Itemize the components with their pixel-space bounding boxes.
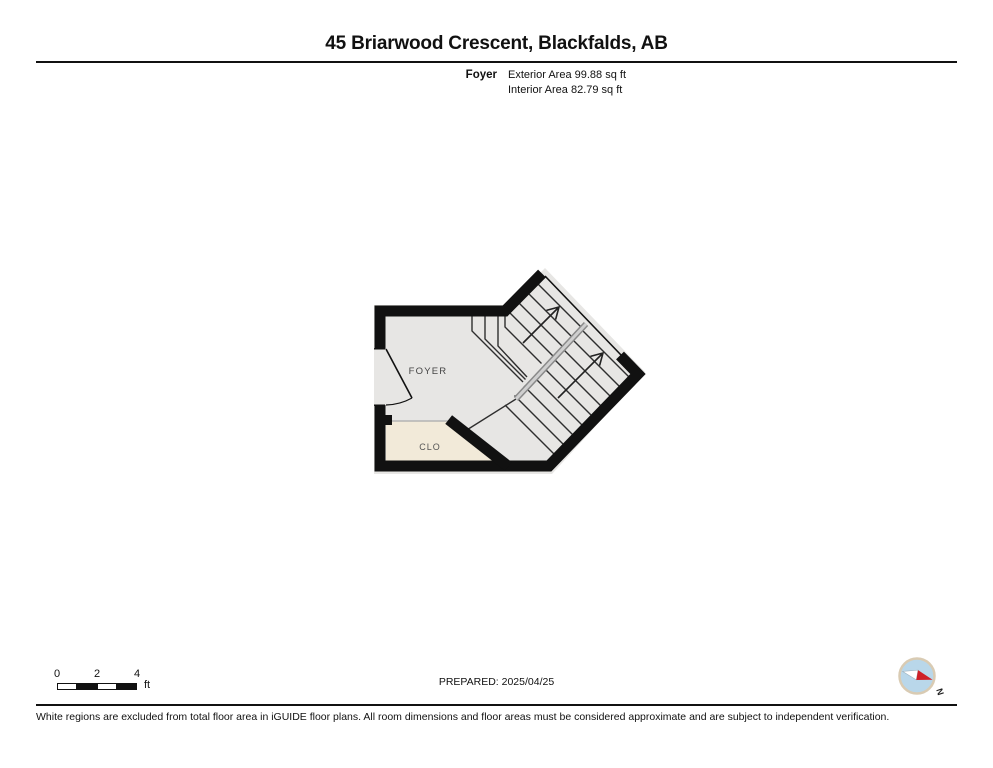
footer-divider [36,704,957,706]
compass-north-label: N [934,687,946,697]
prepared-date: PREPARED: 2025/04/25 [438,676,555,688]
scale-tick-4: 4 [133,668,141,680]
scale-unit: ft [144,679,151,691]
scale-tick-2: 2 [93,668,101,680]
disclaimer-text: White regions are excluded from total floor area in iGUIDE floor plans. All room dimensions and floor areas must be considered approximate and are subject to independent verification. [36,711,890,723]
closet-label: CLO [419,442,441,452]
interior-area: Interior Area 82.79 sq ft [508,84,623,96]
room-name: Foyer [465,69,497,81]
foyer-label: FOYER [408,366,448,377]
compass-icon [880,648,960,708]
scale-tick-0: 0 [53,668,61,680]
exterior-area: Exterior Area 99.88 sq ft [508,69,627,81]
page-title: 45 Briarwood Crescent, Blackfalds, AB [325,33,668,54]
